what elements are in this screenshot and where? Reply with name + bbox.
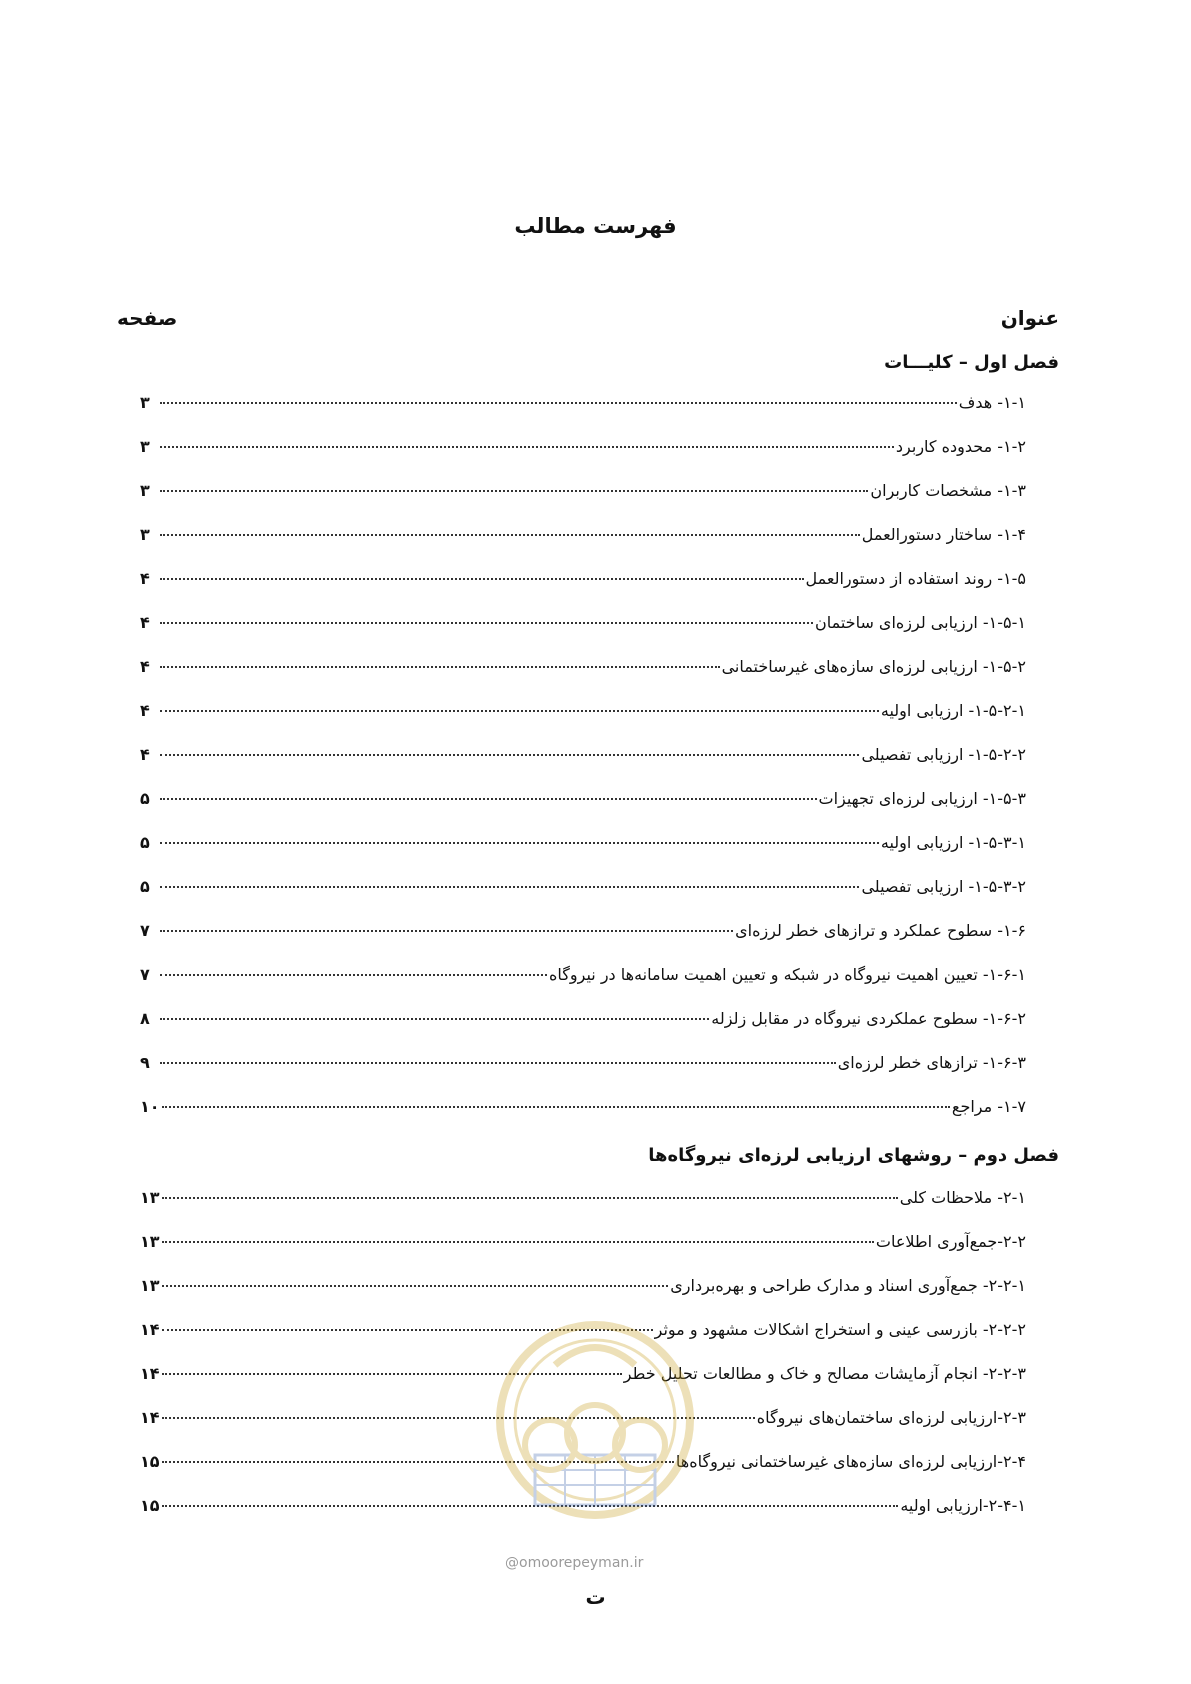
toc-entry[interactable] [140, 701, 1026, 731]
toc-entry-title: ۲-۱- ملاحظات کلی [899, 1188, 1026, 1207]
toc-entry-page: ۱۰ [140, 1097, 160, 1116]
dot-leader [160, 489, 868, 492]
watermark-seal-icon [495, 1305, 695, 1555]
toc-entry-title: ۱-۶-۲- سطوح عملکردی نیروگاه در مقابل زلزله [711, 1009, 1026, 1028]
toc-entry-page: ۳ [140, 525, 150, 544]
toc-entry[interactable] [140, 877, 1026, 907]
toc-entry-page: ۸ [140, 1009, 150, 1028]
toc-entry[interactable] [140, 1232, 1026, 1262]
toc-entry-page: ۱۵ [140, 1452, 160, 1471]
toc-entry-page: ۷ [140, 965, 150, 984]
watermark-logo [495, 1305, 695, 1555]
toc-entry-title: ۲-۲-۱- جمع‌آوری اسناد و مدارک طراحی و بهره‌برداری [670, 1276, 1026, 1295]
toc-entry-page: ۵ [140, 833, 150, 852]
toc-entry-page: ۳ [140, 481, 150, 500]
dot-leader [160, 929, 733, 932]
toc-entry-page: ۱۳ [140, 1232, 160, 1251]
toc-entry-title: ۱-۵-۲- ارزیابی لرزه‌ای سازه‌های غیرساختمانی [721, 657, 1026, 676]
toc-entry-title: ۱-۵-۳-۱- ارزیابی اولیه [880, 833, 1026, 852]
dot-leader [160, 709, 879, 712]
toc-entry[interactable] [140, 1053, 1026, 1083]
toc-entry-title: ۱-۶-۱- تعیین اهمیت نیروگاه در شبکه و تعیین اهمیت سامانه‌ها در نیروگاه [549, 965, 1026, 984]
toc-entry-title: ۱-۵-۲-۲- ارزیابی تفصیلی [861, 745, 1026, 764]
toc-entry-title: ۱-۶- سطوح عملکرد و ترازهای خطر لرزه‌ای [735, 921, 1026, 940]
toc-entry-title: ۱-۵- روند استفاده از دستورالعمل [805, 569, 1026, 588]
toc-entry-title: ۱-۷- مراجع [951, 1097, 1026, 1116]
chapter-1-heading: فصل اول – کلیـــات [884, 352, 1059, 373]
toc-entry[interactable] [140, 525, 1026, 555]
toc-entry-page: ۱۴ [140, 1320, 160, 1339]
toc-entry-page: ۴ [140, 701, 150, 720]
toc-entry[interactable] [140, 613, 1026, 643]
toc-entry-title: ۲-۳-ارزیابی لرزه‌ای ساختمان‌های نیروگاه [756, 1408, 1026, 1427]
toc-entry[interactable] [140, 657, 1026, 687]
watermark-site: @omoorepeyman.ir [505, 1555, 644, 1571]
dot-leader [160, 841, 879, 844]
toc-entry-title: ۱-۵-۳- ارزیابی لرزه‌ای تجهیزات [818, 789, 1026, 808]
chapter-2-heading: فصل دوم – روشهای ارزیابی لرزه‌ای نیروگاه‌ها [648, 1145, 1059, 1166]
toc-entry-page: ۳ [140, 437, 150, 456]
toc-entry[interactable] [140, 833, 1026, 863]
toc-entry[interactable] [140, 437, 1026, 467]
dot-leader [160, 973, 547, 976]
toc-entry-page: ۹ [140, 1053, 150, 1072]
toc-entry-title: ۱-۳- مشخصات کاربران [870, 481, 1026, 500]
toc-entry[interactable] [140, 1276, 1026, 1306]
dot-leader [160, 1017, 709, 1020]
toc-entry-page: ۴ [140, 613, 150, 632]
toc-entry-title: ۱-۲- محدوده کاربرد [895, 437, 1026, 456]
page-title: فهرست مطالب [514, 214, 677, 238]
toc-entry-page: ۴ [140, 569, 150, 588]
toc-entry-title: ۲-۴-۱-ارزیابی اولیه [900, 1496, 1026, 1515]
toc-entry-title: ۱-۵-۱- ارزیابی لرزه‌ای ساختمان [814, 613, 1026, 632]
toc-entry-title: ۱-۴- ساختار دستورالعمل [861, 525, 1026, 544]
toc-entry[interactable] [140, 965, 1026, 995]
toc-entry-title: ۲-۴-ارزیابی لرزه‌ای سازه‌های غیرساختمانی نیروگاه‌ها [675, 1452, 1026, 1471]
dot-leader [162, 1196, 898, 1199]
toc-entry-page: ۱۳ [140, 1188, 160, 1207]
toc-entry-page: ۱۴ [140, 1364, 160, 1383]
dot-leader [160, 665, 720, 668]
dot-leader [160, 1061, 836, 1064]
page-number: ت [585, 1585, 606, 1609]
toc-entry[interactable] [140, 1009, 1026, 1039]
toc-entry[interactable] [140, 569, 1026, 599]
toc-entry-title: ۱-۵-۲-۱- ارزیابی اولیه [880, 701, 1026, 720]
toc-entry[interactable] [140, 789, 1026, 819]
dot-leader [160, 753, 859, 756]
toc-entry-page: ۱۳ [140, 1276, 160, 1295]
toc-entry-title: ۱-۶-۳- ترازهای خطر لرزه‌ای [837, 1053, 1026, 1072]
toc-entry-page: ۵ [140, 789, 150, 808]
dot-leader [160, 621, 813, 624]
toc-entry-title: ۱-۱- هدف [958, 393, 1026, 412]
dot-leader [160, 401, 957, 404]
column-title-header: عنوان [1000, 306, 1059, 330]
dot-leader [160, 577, 804, 580]
dot-leader [162, 1105, 950, 1108]
toc-entry[interactable] [140, 393, 1026, 423]
toc-entry[interactable] [140, 1097, 1026, 1127]
toc-entry[interactable] [140, 921, 1026, 951]
toc-entry-page: ۴ [140, 657, 150, 676]
toc-entry-page: ۴ [140, 745, 150, 764]
toc-entry[interactable] [140, 1188, 1026, 1218]
toc-entry-title: ۱-۵-۳-۲- ارزیابی تفصیلی [861, 877, 1026, 896]
toc-entry-page: ۱۴ [140, 1408, 160, 1427]
dot-leader [160, 445, 894, 448]
dot-leader [162, 1284, 669, 1287]
dot-leader [162, 1240, 874, 1243]
toc-entry-title: ۲-۲-۲- بازرسی عینی و استخراج اشکالات مشهود و موثر [654, 1320, 1026, 1339]
toc-entry-page: ۱۵ [140, 1496, 160, 1515]
toc-entry[interactable] [140, 481, 1026, 511]
dot-leader [160, 797, 817, 800]
dot-leader [160, 533, 860, 536]
dot-leader [160, 885, 859, 888]
toc-entry-page: ۳ [140, 393, 150, 412]
toc-entry-page: ۷ [140, 921, 150, 940]
toc-entry[interactable] [140, 745, 1026, 775]
toc-entry-title: ۲-۲-۳- انجام آزمایشات مصالح و خاک و مطالعات تحلیل خطر [623, 1364, 1026, 1383]
toc-entry-title: ۲-۲-جمع‌آوری اطلاعات [875, 1232, 1026, 1251]
toc-entry-page: ۵ [140, 877, 150, 896]
column-page-header: صفحه [117, 306, 178, 330]
